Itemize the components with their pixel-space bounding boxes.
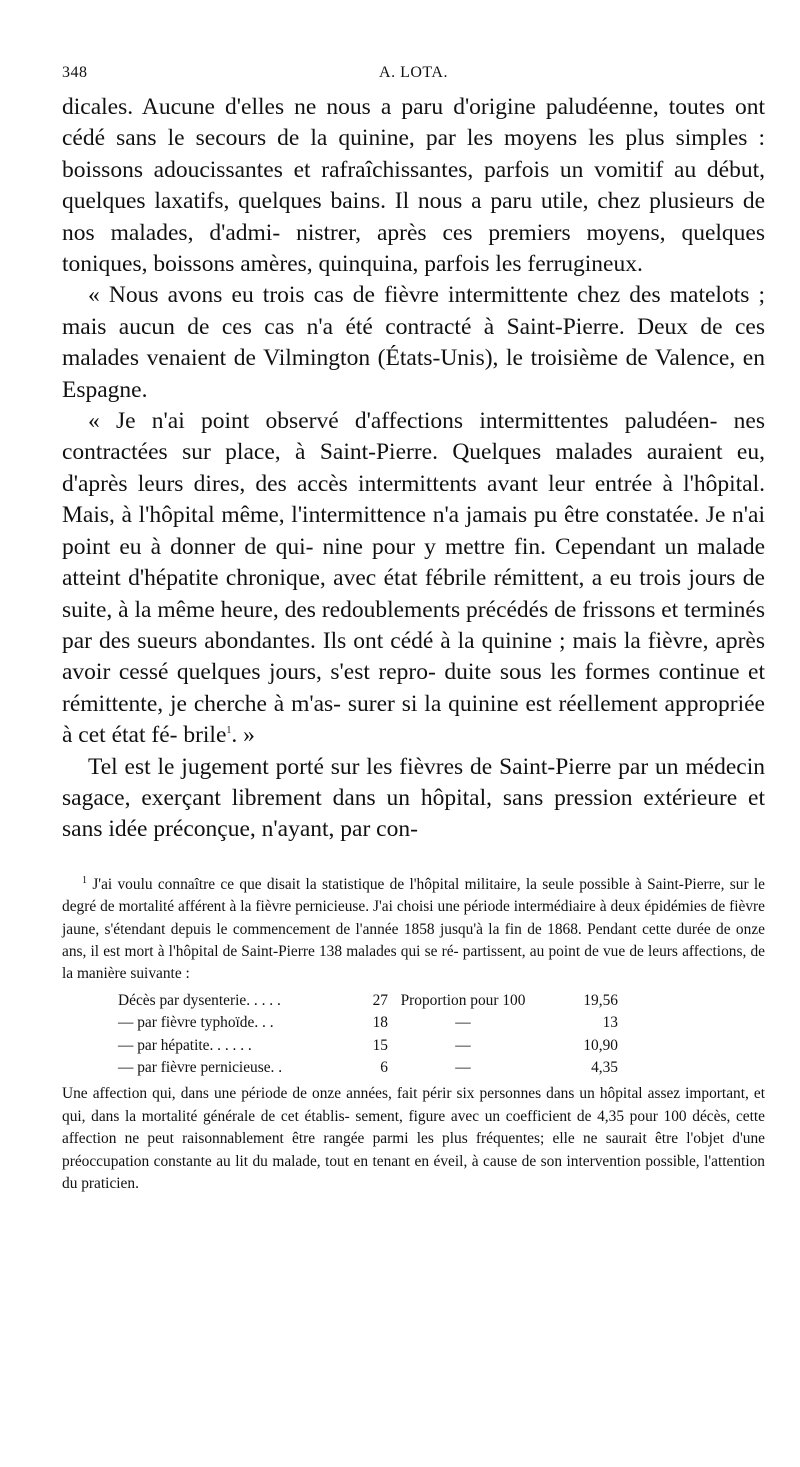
page xyxy=(62,58,765,1195)
mortality-table xyxy=(118,990,618,1080)
proportion-value: 13 xyxy=(602,1014,618,1032)
death-count: 6 xyxy=(380,1059,388,1076)
paragraph-4: Tel est le jugement porté sur les fièvres de Saint-Pierre par un médecin sagace, exerçant librement dans un hôpital, sans pression extérieure et sans idée préconçue, n'ayant, par con- xyxy=(62,753,765,843)
proportion-label: Proportion pour 100 xyxy=(400,991,526,1009)
footnote-text-1: J'ai voulu connaître ce que disait la statistique de l'hôpital militaire, la seule possible à Saint-Pierre, sur le degré de mortalité afférent à la fièvre pernicieuse. J'ai choisi une période intermédiaire à deux épidémies de fièvre jaune, s'étendant depuis le commencement de l'année 1858 jusqu'à la fin de 1868. Pendant cette durée de onze ans, il est mort à l'hôpital de Saint-Pierre 138 malades qui se ré- partissent, au point de vue de leurs affections, de la manière suivante : xyxy=(62,875,765,983)
footnote-paragraph-2: Une affection qui, dans une période de onze années, fait périr six personnes dans un hôpital assez important, et qui, dans la mortalité générale de cet établis- sement, figure avec un coefficient de 4,35 pour 100 décès, cette affection ne peut raisonnablement être rangée parmi les plus fréquentes; elle ne saurait être l'objet d'une préoccupation constante au lit du malade, tout en tenant en éveil, à cause de son intervention possible, l'attention du praticien. xyxy=(62,1085,765,1193)
cause-label: — par hépatite. . . . . . xyxy=(118,1036,252,1054)
death-count: 27 xyxy=(372,991,388,1009)
paragraph-1: dicales. Aucune d'elles ne nous a paru d'origine paludéenne, toutes ont cédé sans le secours de la quinine, par les moyens les plus simples : boissons adoucissantes et rafraîchissantes, parfois un vomitif au début, quelques laxatifs, quelques bains. Il nous a paru utile, chez plusieurs de nos malades, d'admi- nistrer, après ces premiers moyens, quelques toniques, boissons amères, quinquina, parfois les ferrugineux. xyxy=(62,94,765,278)
paragraph-2: « Nous avons eu trois cas de fièvre intermittente chez des matelots ; mais aucun de ces cas n'a été contracté à Saint-Pierre. Deux de ces malades venaient de Vilmington (États-Unis), le troisième de Valence, en Espagne. xyxy=(62,282,765,403)
running-head xyxy=(62,58,765,88)
cause-label: Décès par dysenterie. . . . . xyxy=(118,991,281,1009)
running-title: A. LOTA. xyxy=(379,64,448,81)
paragraph-3-text: « Je n'ai point observé d'affections intermittentes paludéen- nes contractées sur place, à Saint-Pierre. Quelques malades auraient eu, d'après leurs dires, des accès intermittents avant leur entrée à l'hôpital. Mais, à l'hôpital même, l'intermittence n'a jamais pu être constatée. Je n'ai point eu à donner de qui- nine pour y mettre fin. Cependant un malade atteint d'hépatite chronique, avec état fébrile rémittent, a eu trois jours de suite, à la même heure, des redoublements précédés de frissons et terminés par des sueurs abondantes. Ils ont cédé à la quinine ; mais la fièvre, après avoir cessé quelques jours, s'est repro- duite sous les formes continue et rémittente, je cherche à m'as- surer si la quinine est réellement appropriée à cet état fé- brile xyxy=(62,408,765,749)
table-row xyxy=(118,1057,618,1079)
paragraph-3 xyxy=(62,406,765,751)
proportion-label: — xyxy=(455,1059,471,1076)
proportion-value: 19,56 xyxy=(583,991,618,1009)
footnote-mark: 1 xyxy=(82,874,87,886)
body-text xyxy=(62,92,765,846)
footnote-paragraph-1 xyxy=(62,874,765,986)
proportion-value: 4,35 xyxy=(591,1059,618,1076)
footnote-block xyxy=(62,874,765,1196)
proportion-value: 10,90 xyxy=(583,1036,618,1054)
table-row xyxy=(118,1035,618,1057)
footnote-reference: 1 xyxy=(226,725,232,737)
cause-label: — par fièvre pernicieuse. . xyxy=(118,1059,283,1076)
paragraph-3-tail: . » xyxy=(231,722,255,749)
table-row xyxy=(118,1012,618,1034)
proportion-label: — xyxy=(455,1036,471,1054)
proportion-label: — xyxy=(455,1014,471,1032)
page-number: 348 xyxy=(62,64,88,81)
cause-label: — par fièvre typhoïde. . . xyxy=(118,1014,274,1032)
table-row xyxy=(118,990,618,1012)
death-count: 18 xyxy=(372,1014,388,1032)
death-count: 15 xyxy=(372,1036,388,1054)
